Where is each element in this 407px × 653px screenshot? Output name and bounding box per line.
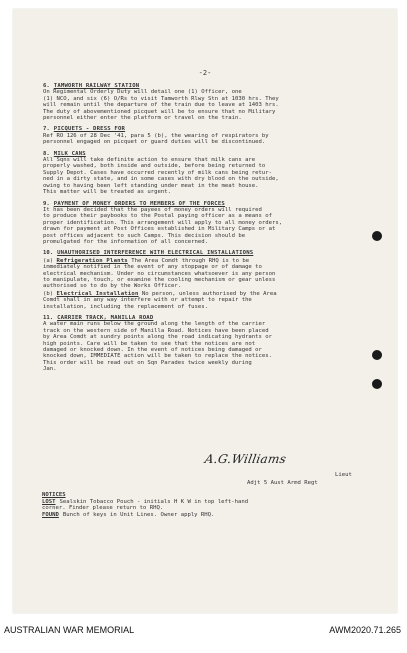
section-9 <box>43 201 383 246</box>
section-10 <box>43 250 383 310</box>
section-number: 6. <box>43 83 50 89</box>
notices-section <box>42 492 362 518</box>
section-number: 11. <box>43 315 54 321</box>
section-heading: PAYMENT OF MONEY ORDERS TO MEMBERS OF THE FORCES <box>53 200 226 207</box>
notice-found <box>42 512 362 519</box>
section-8 <box>43 151 383 196</box>
signatory-title: Adjt 5 Aust Armd Regt <box>247 480 318 486</box>
punch-hole-3 <box>372 379 382 389</box>
notice-text: Sealskin Tobacco Pouch - initials H K W in top left-hand corner. Finder please return to RHQ. <box>42 498 249 512</box>
accession-number: AWM2020.71.265 <box>329 625 401 635</box>
section-11 <box>43 315 383 373</box>
subsection-b <box>43 291 383 310</box>
subsection-text: The Area Comdt through RHQ is to be immediately notified in the event of any stoppage or of damage to electrical mechanism. Under no circumstances whatsoever is any person to manipulate, touch, or examine the cooling mechanism or gear unless authorised so to do by the Works Officer. <box>43 257 276 290</box>
orders-body <box>43 83 383 378</box>
signature-block <box>205 452 375 490</box>
section-number: 7. <box>43 126 50 133</box>
subsection-a <box>43 258 383 290</box>
section-text: A water main runs below the ground along the length of the carrier track on the western side of Manilla Road. Notices have been placed by Area Comdt at sundry points along the road indicating hydrants or high points. Care will be taken to see that the notices are not damaged or knocked down. In the event of notices being damaged or knocked down, IMMEDIATE action will be taken to replace the notices. This order will be read out on Sqn Parades twice weekly during Jan. <box>43 321 273 373</box>
section-7 <box>43 126 383 145</box>
section-text: On Regimental Orderly Duty will detail one (1) Officer, one (1) NCO, and six (6) O/Rs to visit Tamworth Rlwy Stn at 1030 hrs. They will remain until the departure of the train due to leave at 1403 hrs. The duty of abovementioned picquet will be to ensure that no Military personnel either enter the platform or travel on the train. <box>43 89 279 122</box>
section-number: 8. <box>43 150 50 157</box>
section-heading: TAMWORTH RAILWAY STATION <box>53 83 140 89</box>
subsection-label: (a) <box>43 257 54 264</box>
section-6 <box>43 83 383 121</box>
signatory-rank: Lieut <box>335 472 352 478</box>
handwritten-signature: A.G.Williams <box>203 452 288 466</box>
section-heading: UNAUTHORISED INTERFERENCE WITH ELECTRICAL INSTALLATIONS <box>57 250 254 257</box>
subsection-label: (b) <box>43 290 54 297</box>
section-heading: MILK CANS <box>53 150 86 157</box>
subsection-heading: Electrical Installation <box>56 290 139 297</box>
document-page <box>13 9 397 613</box>
notice-label: LOST <box>42 498 56 505</box>
section-number: 9. <box>43 200 50 207</box>
archive-credit: AUSTRALIAN WAR MEMORIAL <box>4 625 135 635</box>
subsection-text: No person, unless authorised by the Area Comdt shall in any way interfere with or attempt to repair the installation, including the replacement of fuses. <box>43 290 277 310</box>
section-text: All Sqns will take definite action to ensure that milk cans are properly washed, both inside and outside, before being returned to Supply Depot. Cases have occurred recently of milk cans being retur- ned in a dirty state, and in some cases with dry blood on the outside, owing to having been left standing under meat in the meat house. This matter will be treated as urgent. <box>43 157 279 196</box>
notice-lost <box>42 499 362 512</box>
section-number: 10. <box>43 250 54 257</box>
subsection-heading: Refrigeration Plants <box>56 257 128 264</box>
page-number: -2- <box>198 69 212 77</box>
notice-label: FOUND <box>42 511 59 518</box>
section-heading: PICQUETS - DRESS FOR <box>53 126 126 133</box>
section-heading: CARRIER TRACK, MANILLA ROAD <box>57 315 154 321</box>
notice-text: Bunch of keys in Unit Lines. Owner apply RHQ. <box>62 511 215 518</box>
section-text: Ref RO 126 of 28 Dec '41, para 5 (b), the wearing of respirators by personnel engaged on picquet or guard duties will be discontinued. <box>43 132 269 146</box>
section-text: It has been decided that the payees of money orders will required to produce their paybooks to the Postal paying officer as a means of proper identification. This arrangement will apply to all money orders, drawn for payment at Post Offices established in Military Camps or at post offices adjacent to such Camps. This decision should be promulgated for the information of all concerned. <box>43 206 283 245</box>
notices-heading: NOTICES <box>42 492 66 498</box>
